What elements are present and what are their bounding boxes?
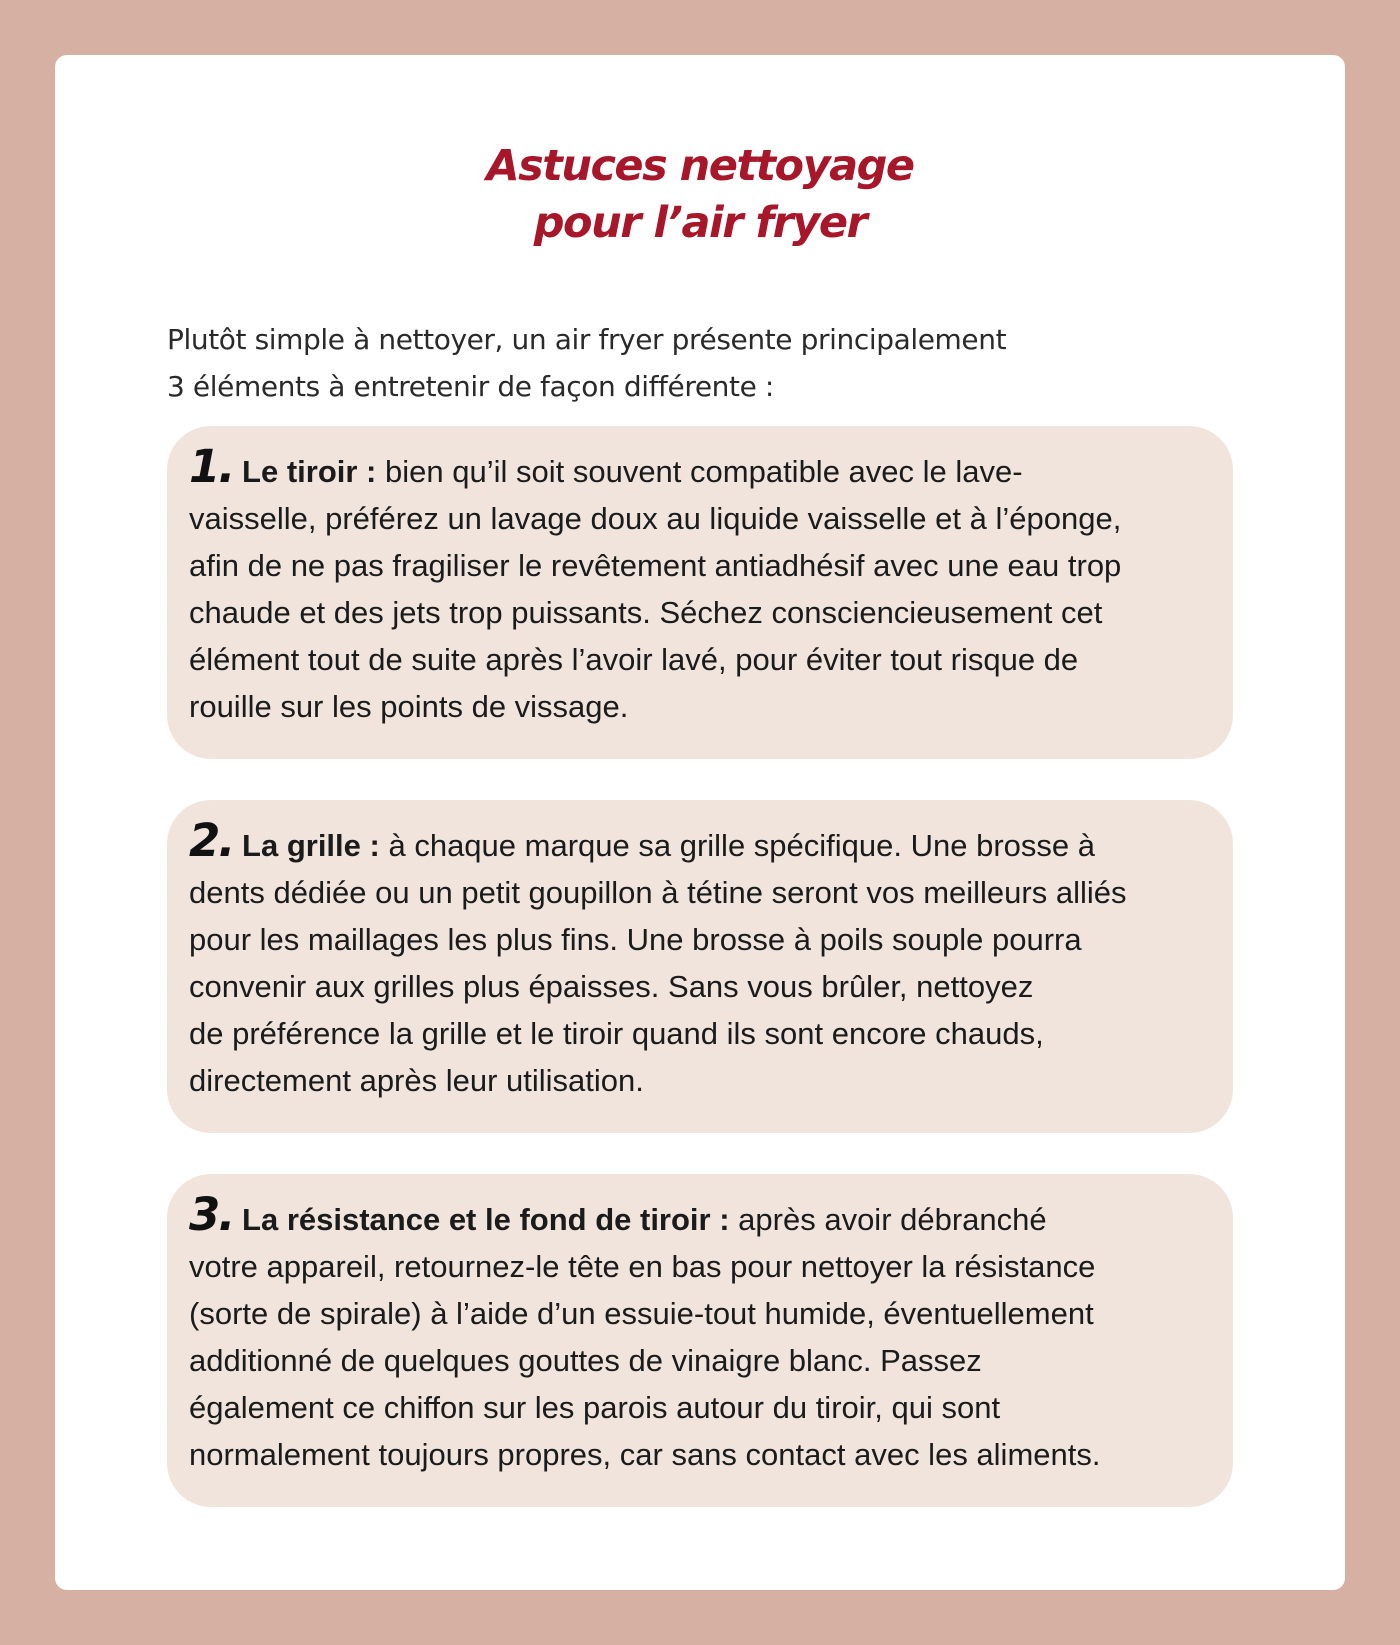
tip-line: pour les maillages les plus fins. Une brosse à poils souple pourra [189,922,1082,957]
tip-number: 3. [189,1188,234,1241]
tip-line: rouille sur les points de vissage. [189,689,629,724]
tip-line: additionné de quelques gouttes de vinaigre blanc. Passez [189,1343,982,1378]
tip-line: chaude et des jets trop puissants. Séchez consciencieusement cet [189,595,1103,630]
tip-line: normalement toujours propres, car sans contact avec les aliments. [189,1437,1101,1472]
tip-line: convenir aux grilles plus épaisses. Sans vous brûler, nettoyez [189,969,1034,1004]
tip-line: directement après leur utilisation. [189,1063,644,1098]
tip-line: de préférence la grille et le tiroir quand ils sont encore chauds, [189,1016,1044,1051]
tip-line: votre appareil, retournez-le tête en bas pour nettoyer la résistance [189,1249,1096,1284]
intro-line-2: 3 éléments à entretenir de façon différente : [167,370,774,403]
title-line-2: pour l’air fryer [533,198,867,248]
intro-paragraph [167,316,1167,410]
tip-label: La grille : [242,828,380,863]
tip-first-line [189,1188,1217,1243]
tip-line: (sorte de spirale) à l’aide d’un essuie-tout humide, éventuellement [189,1296,1094,1331]
tip-line: afin de ne pas fragiliser le revêtement antiadhésif avec une eau trop [189,548,1122,583]
tip-text: à chaque marque sa grille spécifique. Une brosse à [388,828,1095,863]
tip-card-heating-element [167,1174,1233,1507]
tip-line: vaisselle, préférez un lavage doux au liquide vaisselle et à l’éponge, [189,501,1122,536]
title-line-1: Astuces nettoyage [486,141,914,191]
tip-label: Le tiroir : [242,454,377,489]
tip-first-line [189,814,1217,869]
tip-first-line [189,440,1217,495]
tip-line: dents dédiée ou un petit goupillon à tétine seront vos meilleurs alliés [189,875,1127,910]
tip-card-grill [167,800,1233,1133]
tip-text: après avoir débranché [738,1202,1047,1237]
page-title [0,138,1400,252]
tip-card-drawer [167,426,1233,759]
tip-text: bien qu’il soit souvent compatible avec le lave- [385,454,1023,489]
tip-line: élément tout de suite après l’avoir lavé, pour éviter tout risque de [189,642,1079,677]
tip-line: également ce chiffon sur les parois autour du tiroir, qui sont [189,1390,1001,1425]
tip-number: 1. [189,440,234,493]
tip-number: 2. [189,814,234,867]
tip-label: La résistance et le fond de tiroir : [242,1202,730,1237]
intro-line-1: Plutôt simple à nettoyer, un air fryer présente principalement [167,323,1007,356]
